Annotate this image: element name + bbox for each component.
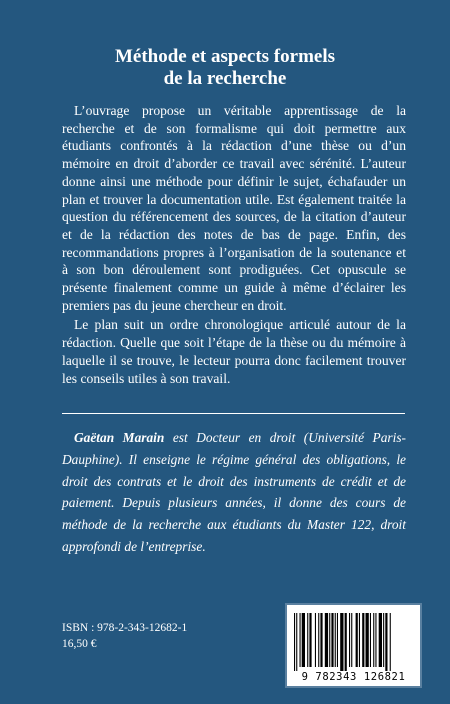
- barcode-bar: [335, 613, 336, 667]
- author-bio-text: est Docteur en droit (Université Paris-Dauphine). Il enseigne le régime général des obligations, le droit des contrats et le droit des instruments de crédit et de paiement. Depuis plusieurs années, il donne des cours de méthode de la recherche aux étudiants du Master 122, droit approfondi de l’entreprise.: [62, 430, 406, 554]
- description-paragraph-1: L’ouvrage propose un véritable apprentissage de la recherche et de son formalisme qui doit permettre aux étudiants confrontés à la rédaction d’une thèse ou d’un mémoire en droit d’aborder ce travail avec sérénité. L’auteur donne ainsi une méthode pour définir le sujet, échafauder un plan et trouver la documentation utile. Est également traitée la question du référencement des sources, de la citation d’auteur et de la rédaction des notes de bas de page. Enfin, des recommandations propres à l’organisation de la soutenance et à son bon déroulement sont prodiguées. Cet opuscule se présente finalement comme un guide à même d’éclairer les premiers pas du jeune chercheur en droit.: [62, 103, 406, 313]
- barcode-bar: [331, 613, 333, 667]
- book-title-line-2: de la recherche: [163, 68, 287, 89]
- barcode-bar: [366, 613, 369, 667]
- author-bio-paragraph: [62, 427, 406, 558]
- barcode-bar: [302, 613, 305, 667]
- barcode-bar: [362, 613, 364, 667]
- barcode-bar: [370, 613, 371, 667]
- barcode-bar: [329, 613, 330, 667]
- barcode-bar: [315, 613, 316, 667]
- price: 16,50 €: [62, 638, 97, 650]
- book-title-line-1: Méthode et aspects formels: [114, 46, 335, 67]
- publication-info: [62, 620, 187, 652]
- book-description: [62, 102, 406, 387]
- barcode-bars-icon: [293, 613, 414, 671]
- barcode-bar: [356, 613, 358, 667]
- barcode-bar: [373, 613, 374, 667]
- barcode: [285, 603, 422, 688]
- barcode-bar: [325, 613, 328, 667]
- book-title: [40, 46, 410, 90]
- author-name: Gaëtan Marain: [74, 430, 165, 445]
- barcode-bar: [375, 613, 376, 667]
- barcode-bar: [359, 613, 360, 667]
- barcode-bar: [309, 613, 311, 667]
- barcode-bar: [345, 613, 347, 671]
- barcode-bar: [351, 613, 352, 667]
- description-paragraph-2: Le plan suit un ordre chronologique articulé autour de la rédaction. Quelle que soit l’étape de la thèse ou du mémoire à laquelle il se trouve, le lecteur pourra donc facilement trouver les conseils utiles à son travail.: [62, 317, 406, 386]
- barcode-bar: [340, 613, 343, 671]
- barcode-bar: [383, 613, 384, 667]
- barcode-bar: [300, 613, 301, 667]
- barcode-bar: [296, 613, 297, 671]
- barcode-digits: 9 782343 126821: [301, 671, 406, 683]
- barcode-bar: [379, 613, 382, 667]
- barcode-bar: [307, 613, 308, 667]
- barcode-bar: [385, 613, 387, 671]
- barcode-bar: [337, 613, 338, 667]
- barcode-bar: [320, 613, 322, 667]
- section-divider: [62, 413, 405, 414]
- barcode-bar: [294, 613, 295, 671]
- barcode-bar: [349, 613, 350, 667]
- author-bio: [62, 427, 406, 558]
- isbn-number: ISBN : 978-2-343-12682-1: [62, 622, 188, 634]
- barcode-bar: [390, 613, 391, 671]
- barcode-bar: [318, 613, 319, 667]
